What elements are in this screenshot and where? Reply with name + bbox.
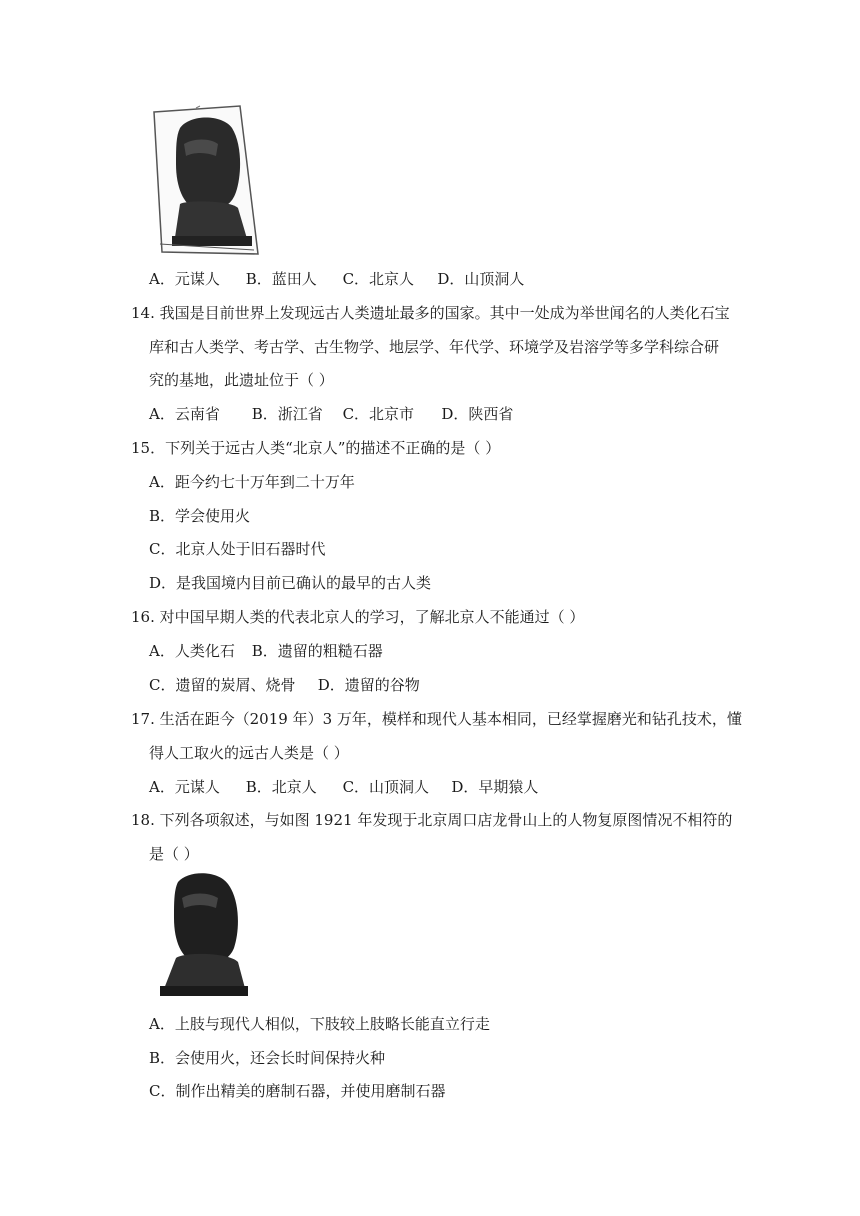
q16-option-d: D．遗留的谷物 [317, 676, 420, 694]
q17-options [149, 777, 538, 797]
q16-options-row-2 [149, 675, 420, 695]
q14-stem-line-3: 究的基地，此遗址位于（ ） [149, 371, 334, 389]
q13-option-b: B．蓝田人 [245, 270, 317, 288]
q16-option-a: A．人类化石 [149, 642, 235, 660]
q17-stem-line-2: 得人工取火的远古人类是（ ） [149, 744, 349, 762]
q16-option-c: C．遗留的炭屑、烧骨 [149, 676, 296, 694]
q13-option-a: A．元谋人 [149, 270, 220, 288]
q16-options-row-1 [149, 641, 383, 661]
q13-options [149, 269, 524, 289]
q18-option-c: C．制作出精美的磨制石器，并使用磨制石器 [149, 1082, 446, 1100]
q18-stem-line-1: 18. 下列各项叙述，与如图 1921 年发现于北京周口店龙骨山上的人物复原图情况不相符的 [131, 811, 733, 829]
q14-option-c: C．北京市 [342, 405, 415, 423]
q14-stem-line-2: 库和古人类学、考古学、古生物学、地层学、年代学、环境学及岩溶学等多学科综合研 [149, 338, 720, 356]
q18-stem-line-2: 是（ ） [149, 845, 199, 863]
q17-option-c: C．山顶洞人 [342, 778, 430, 796]
q14-option-a: A．云南省 [149, 405, 220, 423]
q15-option-c: C．北京人处于旧石器时代 [149, 540, 326, 558]
q17-option-d: D．早期猿人 [451, 778, 539, 796]
q14-options [149, 404, 513, 424]
q16-stem: 16. 对中国早期人类的代表北京人的学习，了解北京人不能通过（ ） [131, 608, 585, 626]
q18-option-b: B．会使用火，还会长时间保持火种 [149, 1049, 386, 1067]
q13-option-c: C．北京人 [342, 270, 415, 288]
q15-option-a: A．距今约七十万年到二十万年 [149, 473, 355, 491]
bust-photo-q18 [152, 868, 252, 998]
q14-stem-line-1: 14. 我国是目前世界上发现远古人类遗址最多的国家。其中一处成为举世闻名的人类化石宝 [131, 304, 730, 322]
q16-option-b: B．遗留的粗糙石器 [251, 642, 383, 660]
q15-option-d: D．是我国境内目前已确认的最早的古人类 [149, 574, 432, 592]
q15-stem: 15．下列关于远古人类“北京人”的描述不正确的是（ ） [131, 439, 501, 457]
q14-option-d: D．陕西省 [441, 405, 514, 423]
q17-option-a: A．元谋人 [149, 778, 220, 796]
q17-option-b: B．北京人 [245, 778, 317, 796]
q18-option-a: A．上肢与现代人相似，下肢较上肢略长能直立行走 [149, 1015, 490, 1033]
q15-option-b: B．学会使用火 [149, 507, 251, 525]
q14-option-b: B．浙江省 [251, 405, 323, 423]
q13-option-d: D．山顶洞人 [437, 270, 525, 288]
bust-photo-q13 [150, 104, 262, 256]
q17-stem-line-1: 17. 生活在距今（2019 年）3 万年，模样和现代人基本相同，已经掌握磨光和钻孔技术，懂 [131, 710, 742, 728]
